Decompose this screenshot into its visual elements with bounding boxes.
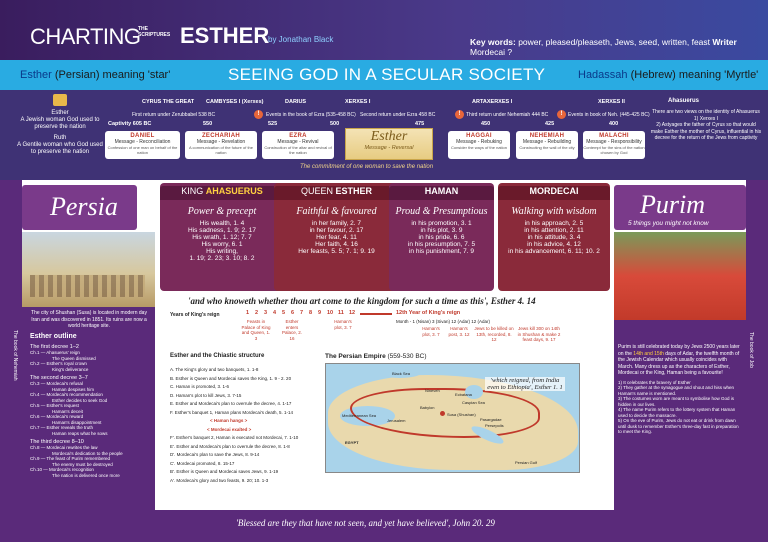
character-line: Her faith, 4. 16 [315,241,358,248]
hadassah-name: Hadassah [578,69,628,81]
character-name: MORDECAI [529,186,579,196]
outline-line: Mordecai's dedication to the people [52,450,123,456]
prophet-name: NEHEMIAH [529,133,565,139]
character-head [160,186,284,200]
outline-line: Ch.4 — Mordecai's recommendation [30,392,103,397]
reign-year: 8 [309,310,313,316]
outline-line: Ch.9 — The feast of Purim remembered [30,456,110,461]
second-return: Second return under Ezra 458 BC [360,112,436,118]
character-line: in his promotion, 3. 1 [411,220,472,227]
reign-year: 10 [327,310,334,316]
chiastic-title: Esther and the Chiastic structure [170,353,265,359]
character-line: in his attitude, 3. 4 [527,234,581,241]
character-line: in his attention, 2. 11 [524,227,584,234]
outline-line: Esther decides to seek God [52,397,108,403]
writer-text: Mordecai ? [470,47,513,57]
author: by Jonathan Black [268,35,334,44]
outline-line: The Queen dismissed [52,355,96,361]
character-subtitle: Proud & Presumptious [395,206,488,217]
outline-line: Haman reaps what he sows [52,430,108,436]
ruth-side-note: Ruth A Gentile woman who God used to preserve the nation [17,135,103,155]
map-title-years: (559-530 BC) [385,353,427,360]
outline-line: Haman's deceit [52,408,83,414]
outline-title: Esther outline [30,333,77,340]
footer-verse: 'Blessed are they that have not seen, and yet have believed', John 20. 29 [236,518,495,528]
character-line: His writing, [206,248,238,255]
character-line: in his presumption, 7. 5 [407,241,476,248]
prophet-desc: Confession of one man on behalf of the nation [107,145,178,155]
chiastic-line: C'. Mordecai promoted, 8. 15-17 [170,460,235,466]
map-title [325,353,427,360]
logo-charting: CHARTING [30,24,141,49]
chiastic-line: C. Haman is promoted, 3. 1-6 [170,384,230,389]
prophet-message: Message - Responsibility [586,139,642,145]
outline-line: Haman's disappointment [52,419,102,425]
hadassah-meaning-text: (Hebrew) meaning 'Myrtle' [627,69,759,81]
outline-line: The enemy must be destroyed [52,461,113,467]
chiastic-center: < Haman hangs > [210,418,248,423]
outline-line: The nation is delivered once more [52,472,120,478]
prophet-message: Message - Rebuilding [522,139,572,145]
character-line: His wrath, 1. 12; 7. 7 [192,234,252,241]
king-darius: DARIUS [285,99,307,105]
prophet-message: Message - Revelation [196,139,246,145]
captivity-date: Captivity 605 BC [108,121,152,127]
side-label-left: The book of Nehemiah [12,330,18,381]
prophet-desc: Constructing the wall of the city [519,145,575,150]
reign-label: Years of King's reign [170,312,220,318]
king-artaxerxes: ARTAXERXES I [472,99,513,105]
map-label: Jerusalem [387,418,406,423]
chiastic-line: A. The King's glory and two banquets, 1. 1-8 [170,367,259,372]
character-line: in his advice, 4. 12 [527,241,581,248]
map-label: Babylon [420,405,435,410]
side-label-right: The book of Job [748,332,754,368]
chiastic-line: E. Esther and Mordecai's plan to overrule the decree, 4. 1-17 [170,401,292,406]
map-label: Pasargadae [480,417,502,422]
character-line: Her fear, 4. 11 [316,234,357,241]
chiastic-line: F'. Esther's banquet 2, Haman is executed not Mordecai, 7. 1-10 [170,435,299,440]
prophet-message: Message - Reconciliation [114,139,171,145]
key-verse-text: 'and who knoweth whether thou art come to the kingdom for such a time as this', [188,296,489,306]
prophet-daniel [105,131,180,159]
purim-point: 2) They gather at the synagogue and shout and hiss when Haman's name is mentioned. [618,385,734,396]
character-lines [274,220,399,255]
book-icon [53,94,67,106]
page-title: ESTHER [180,23,270,48]
purim-text [618,344,743,435]
esther-meaning [20,69,170,81]
outline-list [30,344,148,478]
map-label: Mediterranean Sea [342,413,377,418]
outline-line: Ch.3 — Mordecai's refusal [30,381,83,386]
character-line: His sadness, 1. 9; 2. 17 [188,227,256,234]
reign-year: 6 [291,310,295,316]
map-label: Caspian Sea [462,400,485,405]
outline-line: King's deliverance [52,366,89,372]
reign-year: 4 [273,310,277,316]
month-note: Haman's plot, 3. 7 [422,326,440,337]
year-label: 450 [481,121,491,127]
ahasuerus-title: Ahasuerus [668,98,700,104]
chiastic-center: < Mordecai exalted > [207,426,252,432]
keywords [470,37,768,57]
prophet-desc: Construction of the altar and revival of the nation [264,145,332,155]
esther-meaning-text: (Persian) meaning 'star' [51,69,171,81]
chiastic-line: A'. Mordecai's glory and two feasts, 9. 20; 10. 1-3 [170,477,269,483]
commitment-caption: The commitment of one woman to save the nation [300,164,434,170]
character-line: His wealth, 1. 4 [199,220,245,227]
purim-title: Purim [640,190,705,219]
map-label: Black Sea [392,371,411,376]
character-line: in his punishment, 7. 9 [408,248,475,255]
months-row: Month - 1 (Nisan) 3 (Sivan) 12 (Adar) 12 (Adar) [396,319,491,324]
year-label: 475 [415,121,425,127]
purim-point: 4) The name Purim refers to the lottery system that Haman used to decide the massacre. [618,407,736,418]
reign-year: 3 [264,310,268,316]
character-line: His worry, 6. 1 [201,241,243,248]
character-lines [389,220,494,255]
prophet-zechariah [185,131,257,159]
esther-message-box [345,128,433,160]
alert-icon: ! [455,110,464,119]
alert-icon: ! [254,110,263,119]
arrow-line [360,313,392,315]
character-lines [160,220,284,262]
year-label: 425 [545,121,555,127]
shushan-note: The city of Shushan (Susa) is located in modern day Iran and was discovered in 1851. Its ruins are now a world heritage site. [31,310,147,329]
outline-section-head: The second decree 3–7 [30,375,88,381]
character-line: Her feasts, 5. 5; 7. 1; 9. 19 [298,248,375,255]
year-label: 500 [330,121,340,127]
character-name: ESTHER [335,186,373,196]
purim-intro-a: Purim is still celebrated today by Jews 2500 years later on the [618,344,740,357]
outline-line: Ch.7 — Esther reveals the truth [30,425,94,430]
key-verse [188,296,536,306]
prophet-ezra [262,131,334,159]
chiastic-line: E'. Esther and Mordecai's plan to overrule the decree, 8. 1-8 [170,443,290,449]
prophet-message: Message - Rebuking [456,139,502,145]
logo-subtitle: THE SCRIPTURES [138,26,171,38]
outline-line: Ch.5 — Esther's request [30,403,79,408]
outline-line: Haman despises him [52,386,95,392]
reign-year: 5 [282,310,286,316]
nehemiah-events: Events in book of Neh. (445-425 BC) [568,112,650,118]
character-name: HAMAN [424,186,459,196]
susa-marker [440,411,445,416]
esther-ruth-note [15,110,105,156]
character-role: KING [181,186,204,196]
prophet-message: Message - Revival [277,139,319,145]
character-lines [498,220,610,255]
map-quote: 'which reigned, from India even to Ethiopia', Esther 1. 1 [485,377,565,391]
purim-intro-c: days of Adar, the twelfth month of the Jewish Calendar which usually coincides with March. Many dress up as the characters of Esther, Mordecai or the King, Haman being a favourite! [618,350,740,376]
character-line: 1. 19; 2. 23; 3. 10; 8. 2 [189,255,255,262]
reign-year: 12 [349,310,356,316]
character-subtitle: Walking with wisdom [511,206,597,217]
map-label: Ecbatana [455,392,472,397]
purim-point: 5) On the eve of Purim, Jews do not eat or drink from dawn until dusk to remember Esther's three-day fast in preparation to meet the King. [618,418,739,434]
esther-name: Esther [20,69,52,81]
ahasuerus-note: There are two views on the identity of Ahasuerus 1) Xerxes I 2) Astyages the father of Cyrus so that would make Esther the mother of Cyrus, influential in his decree for the return of the Jews from captivity [650,109,762,141]
character-name: AHASUERUS [205,186,263,196]
map-label: Persepolis [485,423,504,428]
persia-title: Persia [50,192,118,221]
reign-note: Haman's plot, 3. 7 [334,319,352,330]
character-role: QUEEN [300,186,333,196]
purim-point: 3) The costumes worn are meant to symbolise how God is hidden in our lives. [618,396,734,407]
chiastic-line: B'. Esther is Queen and Mordecai saves Jews, 9. 1-19 [170,469,279,474]
king-xerxes-i: XERXES I [345,99,371,105]
key-verse-ref: Esther 4. 14 [488,296,536,306]
esther-side-note: Esther A Jewish woman God used to preserve the nation [20,110,100,130]
map-label: EGYPT [345,440,359,445]
character-line: in his pride, 6. 6 [418,234,465,241]
king-cambyses: CAMBYSES I (Xerxes) [206,99,264,105]
prophet-haggai [448,131,510,159]
reign-year: 11 [338,310,344,316]
reign-year: 9 [318,310,322,316]
month-note: Jews to be killed on 13th, recorded, 8. 12 [474,326,514,342]
outline-section-head: The first decree 1–2 [30,344,79,350]
reign-note: Feasts in Palace of King and Queen, 1. 3 [241,319,271,341]
purim-subtitle: 5 things you might not know [628,220,709,227]
chiastic-line: F. Esther's banquet 1, Haman plans Mordecai's death, 5. 1-14 [170,409,294,415]
reign-numbers [246,310,366,318]
chiastic-line: B. Esther is Queen and Mordecai saves the King, 1. 9 - 2. 20 [170,375,292,381]
month-note: Jews kill 300 on 14th in Shushan & make 2 feast days, 9. 17 [517,326,561,342]
outline-line: Ch.6 — Mordecai's reward [30,414,84,419]
character-line: in her favour, 2. 17 [309,227,364,234]
outline-line: Ch.10 — Mordecai's recognition [30,467,94,472]
prophet-desc: Consider the ways of the nation [450,145,508,150]
keywords-label: Key words: [470,37,516,47]
prophet-name: DANIEL [130,133,155,139]
hadassah-meaning [578,69,758,81]
keywords-text: power, pleased/pleaseth, Jews, seed, written, feast [515,37,711,47]
first-return: First return under Zerubbabel 538 BC [132,112,216,118]
prophet-desc: A communication of the future of the nation [188,145,254,155]
character-line: in his advancement, 6. 11; 10. 2 [508,248,600,255]
character-line: in his plot, 3. 9 [420,227,463,234]
purim-celebration-image [614,232,746,320]
reign-note: Esther enters Palace, 2. 16 [281,319,302,341]
prophet-desc: Contempt for the sins of the nation chosen by God [583,145,645,155]
ezra-events: Events in the book of Ezra (535-458 BC) [266,112,356,118]
chiastic-list [170,366,322,485]
character-line: in his approach, 2. 5 [524,220,584,227]
ruins-illustration [30,275,145,297]
prophet-name: EZRA [289,133,307,139]
band-title: SEEING GOD IN A SECULAR SOCIETY [228,65,546,84]
year-label: 550 [203,121,213,127]
prophet-nehemiah [516,131,578,159]
prophet-name: HAGGAI [466,133,492,139]
map-label: Nineveh [425,388,440,393]
outline-line: Ch.1 — Ahasuerus' reign [30,350,80,355]
prophet-name: ZECHARIAH [201,133,241,139]
purim-intro [618,344,743,377]
alert-icon: ! [557,110,566,119]
outline-section-head: The third decree 8–10 [30,439,84,445]
character-head [274,186,399,200]
esther-box-title: Esther [370,129,408,144]
year-label: 400 [609,121,619,127]
king-xerxes-ii: XERXES II [598,99,625,105]
esther-box-message: Message - Reversal [364,145,414,151]
character-head [498,186,610,200]
writer-label: Writer [712,37,737,47]
year-12-label: 12th Year of King's reign [396,310,461,316]
month-note: Haman's post, 3. 12 [448,326,470,337]
third-return: Third return under Nehemiah 444 BC [466,112,549,118]
prophet-malachi [583,131,645,159]
character-subtitle: Power & precept [187,206,257,217]
reign-year: 7 [300,310,304,316]
character-head [389,186,494,200]
outline-line: Ch.8 — Mordecai rewrites the law [30,445,98,450]
chiastic-line: D'. Mordecai's plan to save the Jews, 8. 9-14 [170,452,260,457]
map-label: Persian Gulf [515,460,538,465]
purim-point: 1) It celebrates the bravery of Esther [618,379,691,385]
year-label: 525 [268,121,278,127]
king-cyrus: CYRUS THE GREAT [142,99,195,105]
outline-line: Ch.2 — Esther's royal crown [30,361,87,366]
reign-year: 1 [246,310,250,316]
map-label: Susa (Shushan) [447,412,476,417]
prophet-name: MALACHI [599,133,629,139]
chiastic-line: D. Haman's plot to kill Jews, 3. 7-15 [170,392,242,398]
reign-year: 2 [255,310,259,316]
purim-intro-highlight: 14th and 15th [633,350,664,357]
map-title-text: The Persian Empire [325,353,386,360]
character-line: in her family, 2. 7 [311,220,361,227]
character-subtitle: Faithful & favoured [296,206,377,217]
